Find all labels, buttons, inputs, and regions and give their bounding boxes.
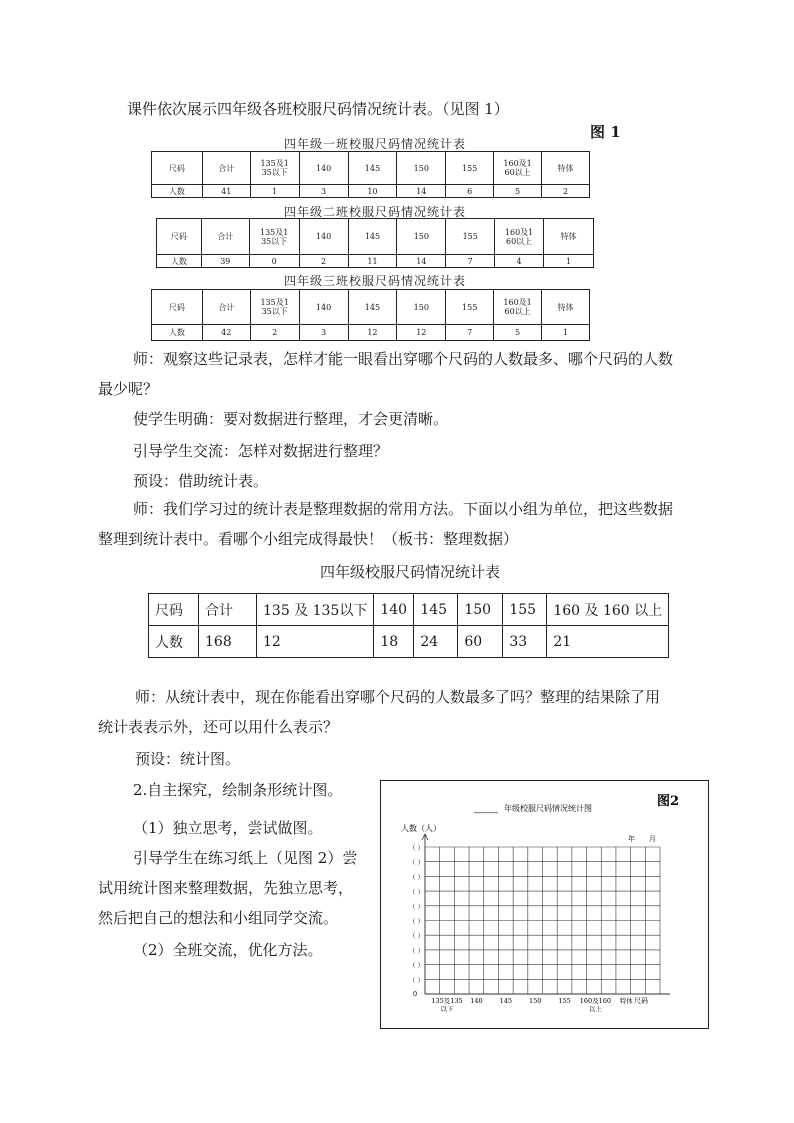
value-cell: 0 [249, 255, 299, 268]
y-tick-placeholder: （ ） [409, 858, 425, 867]
value-cell: 42 [202, 325, 250, 341]
value-cell: 5 [494, 185, 542, 198]
value-cell: 4 [495, 255, 544, 268]
header-cell: 合计 [199, 594, 257, 626]
row-label: 人数 [149, 626, 199, 658]
figure2-worksheet [380, 780, 709, 1029]
header-cell: 150 [397, 152, 446, 185]
y-tick-placeholder: （ ） [409, 873, 425, 882]
header-cell: 145 [348, 290, 397, 325]
value-cell: 14 [397, 255, 446, 268]
paragraph: （1）独立思考，尝试做图。 [133, 819, 323, 837]
paragraph: 使学生明确：要对数据进行整理，才会更清晰。 [133, 410, 449, 428]
class3-table [151, 289, 590, 341]
value-cell: 14 [397, 185, 446, 198]
y-tick-placeholder: （ ） [409, 902, 425, 911]
value-cell: 3 [299, 325, 348, 341]
summary-table-title: 四年级校服尺码情况统计表 [319, 563, 500, 581]
header-cell [494, 290, 542, 325]
paragraph: （2）全班交流，优化方法。 [133, 941, 323, 959]
x-tick-label: 以下 [440, 1005, 454, 1013]
header-cell: 150 [397, 219, 446, 255]
header-cell: 160 及 160 以上 [547, 594, 669, 626]
header-cell: 尺码 [149, 594, 199, 626]
header-cell [250, 290, 299, 325]
value-cell: 5 [494, 325, 542, 341]
x-tick-label: 145 [499, 997, 512, 1005]
header-cell: 145 [348, 219, 397, 255]
header-cell: 合计 [201, 219, 249, 255]
value-cell: 2 [250, 325, 299, 341]
value-cell: 12 [257, 626, 374, 658]
paragraph: 最少呢？ [98, 380, 159, 398]
header-cell: 尺码 [157, 219, 202, 255]
header-cell-text: 135及135以下 [260, 159, 289, 177]
value-cell: 3 [299, 185, 348, 198]
header-cell: 140 [299, 219, 348, 255]
value-cell: 6 [446, 185, 494, 198]
value-cell: 1 [544, 255, 594, 268]
class1-table-title: 四年级一班校服尺码情况统计表 [283, 137, 466, 151]
header-cell: 150 [458, 594, 503, 626]
paragraph: 统计表表示外，还可以用什么表示？ [98, 718, 339, 736]
class3-table-title: 四年级三班校服尺码情况统计表 [283, 274, 466, 288]
header-cell: 140 [299, 290, 348, 325]
header-cell [250, 152, 299, 185]
x-tick-label: 135及135 [431, 997, 463, 1005]
summary-table [148, 593, 669, 658]
y-tick-placeholder: （ ） [409, 946, 425, 955]
value-cell: 12 [397, 325, 446, 341]
header-cell: 155 [446, 219, 495, 255]
header-cell: 140 [299, 152, 348, 185]
paragraph: 2.自主探究，绘制条形统计图。 [133, 781, 343, 799]
figure1-label: 图 1 [590, 123, 621, 141]
paragraph: 师：从统计表中，现在你能看出穿哪个尺码的人数最多了吗？整理的结果除了用 [135, 688, 661, 706]
value-cell: 12 [348, 325, 397, 341]
x-tick-label: 特体 [619, 997, 633, 1005]
header-cell-text: 135及135以下 [259, 227, 289, 246]
header-cell: 特体 [544, 219, 594, 255]
value-cell: 11 [348, 255, 397, 268]
class2-table [156, 218, 594, 268]
header-cell: 合计 [202, 290, 250, 325]
chart-title: 年级校服尺码情况统计图 [504, 804, 592, 813]
header-cell: 合计 [202, 152, 250, 185]
value-cell: 7 [446, 325, 494, 341]
class1-table [151, 151, 590, 198]
value-cell: 2 [542, 185, 590, 198]
y-axis-label: 人数（人） [401, 824, 441, 833]
value-cell: 18 [374, 626, 414, 658]
header-cell: 155 [446, 290, 494, 325]
value-cell: 7 [446, 255, 495, 268]
value-cell: 39 [201, 255, 249, 268]
blank-bar-chart-grid [381, 781, 708, 1028]
paragraph: 然后把自己的想法和小组同学交流。 [98, 909, 339, 927]
header-cell-text: 160及160以上 [503, 159, 532, 177]
x-tick-label: 160及160 [579, 997, 612, 1005]
header-cell: 尺码 [152, 152, 203, 185]
row-label: 人数 [157, 255, 202, 268]
paragraph: 引导学生在练习纸上（见图 2）尝 [133, 849, 358, 867]
value-cell: 21 [547, 626, 669, 658]
header-cell: 145 [348, 152, 397, 185]
header-cell [495, 219, 544, 255]
row-label: 人数 [152, 185, 203, 198]
header-cell-text: 160及160以上 [503, 298, 532, 316]
value-cell: 168 [199, 626, 257, 658]
figure2-label: 图2 [657, 794, 680, 809]
value-cell: 60 [458, 626, 503, 658]
paragraph: 师：我们学习过的统计表是整理数据的常用方法。下面以小组为单位，把这些数据 [133, 500, 674, 518]
year-month-label: 年 月 [628, 835, 656, 843]
grid [409, 834, 670, 1013]
x-tick-label: 155 [558, 997, 571, 1005]
x-axis-label: 尺码 [634, 997, 648, 1005]
value-cell: 2 [299, 255, 348, 268]
paragraph: 整理到统计表中。看哪个小组完成得最快！（板书：整理数据） [98, 530, 519, 548]
value-cell: 1 [250, 185, 299, 198]
header-cell: 150 [397, 290, 446, 325]
header-cell: 特体 [542, 290, 590, 325]
header-cell: 155 [503, 594, 547, 626]
header-cell: 尺码 [152, 290, 203, 325]
y-tick-placeholder: （ ） [409, 961, 425, 970]
x-tick-label: 140 [470, 997, 483, 1005]
x-tick-label: 以上 [588, 1005, 602, 1013]
y-tick-placeholder: （ ） [409, 976, 425, 985]
chart-title-blank: ______ [474, 804, 498, 813]
value-cell: 1 [542, 325, 590, 341]
value-cell: 41 [202, 185, 250, 198]
header-cell: 140 [374, 594, 414, 626]
y-tick-placeholder: （ ） [409, 932, 425, 941]
header-cell [249, 219, 299, 255]
y-tick-placeholder: （ ） [409, 917, 425, 926]
header-cell: 135 及 135以下 [257, 594, 374, 626]
header-cell: 155 [446, 152, 494, 185]
y-origin-label: 0 [413, 990, 418, 998]
header-cell [494, 152, 542, 185]
paragraph: 试用统计图来整理数据，先独立思考， [98, 879, 354, 897]
value-cell: 10 [348, 185, 397, 198]
x-tick-label: 150 [528, 997, 542, 1005]
header-cell-text: 160及160以上 [504, 227, 534, 246]
paragraph: 师：观察这些记录表，怎样才能一眼看出穿哪个尺码的人数最多、哪个尺码的人数 [133, 350, 674, 368]
header-cell: 145 [414, 594, 458, 626]
header-cell-text: 135及135以下 [260, 298, 289, 316]
header-cell: 特体 [542, 152, 590, 185]
paragraph: 预设：借助统计表。 [133, 472, 269, 490]
row-label: 人数 [152, 325, 203, 341]
intro-text: 课件依次展示四年级各班校服尺码情况统计表。（见图 1） [127, 100, 509, 118]
value-cell: 33 [503, 626, 547, 658]
y-tick-placeholder: （ ） [409, 844, 425, 852]
value-cell: 24 [414, 626, 458, 658]
paragraph: 引导学生交流：怎样对数据进行整理？ [133, 442, 389, 460]
y-tick-placeholder: （ ） [409, 888, 425, 897]
paragraph: 预设：统计图。 [135, 750, 241, 768]
class2-table-title: 四年级二班校服尺码情况统计表 [283, 205, 466, 219]
